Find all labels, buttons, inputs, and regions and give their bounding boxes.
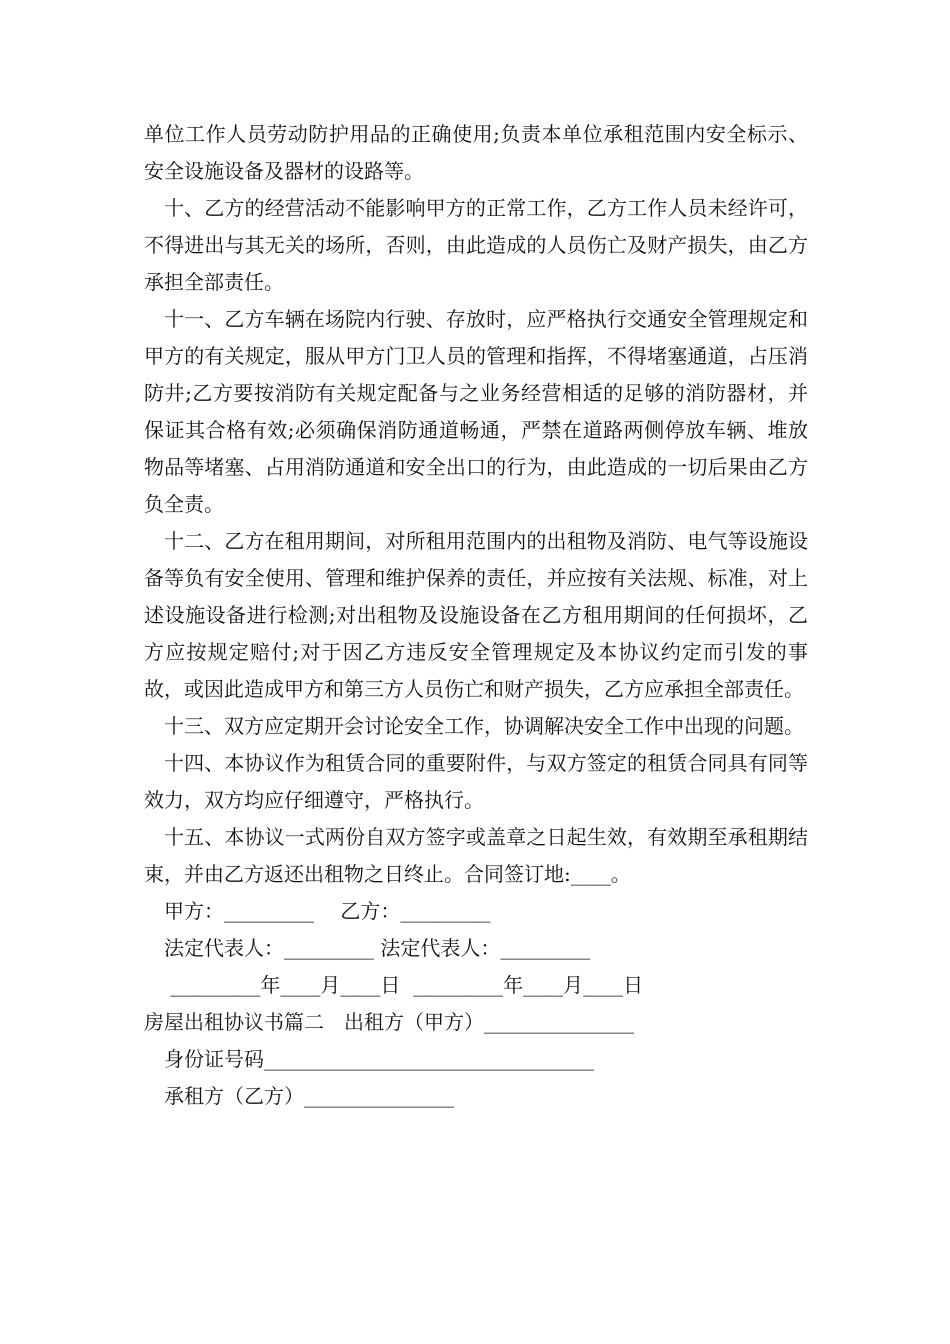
section2-heading-line: 房屋出租协议书篇二 出租方（甲方）_______________ bbox=[144, 1010, 634, 1034]
signature-dates-line: _________年____月____日 _________年____月____日 bbox=[164, 973, 644, 997]
signature-representatives-line: 法定代表人：_________ 法定代表人：_________ bbox=[164, 936, 591, 960]
paragraph-clause-11: 十一、乙方车辆在场院内行驶、存放时，应严格执行交通安全管理规定和甲方的有关规定，服从甲方门卫人员的管理和指挥，不得堵塞通道，占压消防井;乙方要按消防有关规定配备与之业务经营相适的足够的消防器材，并保证其合格有效;必须确保消防通道畅通，严禁在道路两侧停放车辆、堆放物品等堵塞、占用消防通道和安全出口的行为，由此造成的一切后果由乙方负全责。 bbox=[144, 307, 808, 516]
paragraph-clause-10: 十、乙方的经营活动不能影响甲方的正常工作，乙方工作人员未经许可，不得进出与其无关的场所，否则，由此造成的人员伤亡及财产损失，由乙方承担全部责任。 bbox=[144, 196, 808, 294]
paragraph-clause-14: 十四、本协议作为租赁合同的重要附件，与双方签定的租赁合同具有同等效力，双方均应仔细遵守，严格执行。 bbox=[144, 751, 808, 812]
paragraph-continuation: 单位工作人员劳动防护用品的正确使用;负责本单位承租范围内安全标示、安全设施设备及器材的设路等。 bbox=[144, 122, 808, 183]
paragraph-clause-12: 十二、乙方在租用期间，对所租用范围内的出租物及消防、电气等设施设备等负有安全使用、管理和维护保养的责任，并应按有关法规、标准，对上述设施设备进行检测;对出租物及设施设备在乙方租用期间的任何损坏，乙方应按规定赔付;对于因乙方违反安全管理规定及本协议约定而引发的事故，或因此造成甲方和第三方人员伤亡和财产损失，乙方应承担全部责任。 bbox=[144, 529, 808, 701]
document-page bbox=[144, 116, 808, 1115]
signature-parties-line: 甲方：_________ 乙方：_________ bbox=[164, 899, 491, 923]
paragraph-clause-15: 十五、本协议一式两份自双方签字或盖章之日起生效，有效期至承租期结束，并由乙方返还出租物之日终止。合同签订地:____。 bbox=[144, 825, 808, 886]
paragraph-clause-13: 十三、双方应定期开会讨论安全工作，协调解决安全工作中出现的问题。 bbox=[164, 714, 804, 738]
section2-lessee-line: 承租方（乙方）_______________ bbox=[164, 1084, 454, 1108]
section2-id-line: 身份证号码_________________________________ bbox=[164, 1047, 594, 1071]
